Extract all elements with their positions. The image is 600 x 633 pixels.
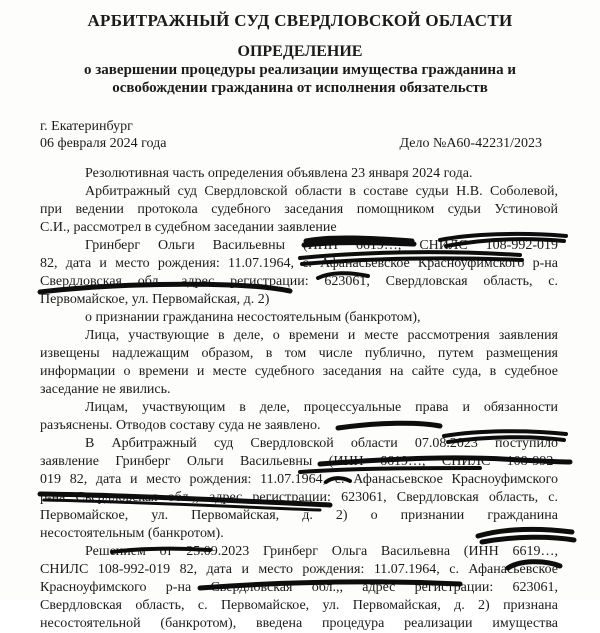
court-name: АРБИТРАЖНЫЙ СУД СВЕРДЛОВСКОЙ ОБЛАСТИ	[87, 11, 513, 30]
text-line: Свердловская область, с. Первомайское, ул. Первомайская, д. 2) признана	[40, 598, 558, 613]
text-line: Первомайское, ул. Первомайская, д. 2) о признании гражданина	[40, 508, 558, 523]
text-line: заседание не явились.	[40, 382, 171, 397]
text-line: 82, дата и место рождения: 11.07.1964, с. Афанасьевское Красноуфимского р-на	[40, 256, 558, 271]
case-number: Дело №А60-42231/2023	[399, 136, 542, 151]
text-line: заявление Гринберг Ольги Васильевны (ИНН 6619…, СНИЛС 108-992-	[40, 454, 558, 469]
text-line: р-на Свердловская обл.,, адрес регистрации: 623061, Свердловская область, с.	[40, 490, 558, 505]
text-line: Арбитражный суд Свердловской области в составе судьи Н.В. Соболевой,	[85, 184, 558, 199]
document-subject	[60, 61, 540, 97]
text-line: Первомайское, ул. Первомайская, д. 2)	[40, 292, 270, 307]
document-body	[40, 165, 558, 633]
text-line: С.И., рассмотрел в судебном заседании заявление	[40, 220, 337, 235]
text-line: информации о времени и месте судебного заседания на сайте суда, в судебное	[40, 364, 558, 379]
text-line: Красноуфимского р-на Свердловская обл.,, адрес регистрации: 623061,	[40, 580, 558, 595]
text-line: при ведении протокола судебного заседания помощником судьи Устиновой	[40, 202, 558, 217]
text-line: Лицам, участвующим в деле, процессуальные права и обязанности	[85, 400, 558, 415]
text-line: 019 82, дата и место рождения: 11.07.1964, с. Афанасьевское Красноуфимского	[40, 472, 558, 487]
text-line: Свердловская обл., адрес регистрации: 623061, Свердловская область, с.	[40, 274, 558, 289]
text-line: несостоятельным (банкротом).	[40, 526, 224, 541]
text-line: Резолютивная часть определения объявлена 23 января 2024 года.	[85, 166, 473, 181]
text-line: Лица, участвующие в деле, о времени и месте рассмотрения заявления	[85, 328, 558, 343]
text-line: несостоятельной (банкротом), введена процедура реализации имущества	[40, 616, 558, 631]
subject-line: освобождении гражданина от исполнения обязательств	[112, 80, 488, 96]
text-line: Решением от 25.09.2023 Гринберг Ольга Васильевна (ИНН 6619…,	[85, 544, 558, 559]
text-line: Гринберг Ольги Васильевны (ИНН 6619…, СНИЛС 108-992-019	[85, 238, 558, 253]
city: г. Екатеринбург	[40, 119, 133, 134]
text-line: СНИЛС 108-992-019 82, дата и место рождения: 11.07.1964, с. Афанасьевское	[40, 562, 558, 577]
document-type: ОПРЕДЕЛЕНИЕ	[237, 43, 363, 60]
text-line: о признании гражданина несостоятельным (банкротом),	[85, 310, 421, 325]
text-line: разъяснены. Отводов составу суда не заявлено.	[40, 418, 321, 433]
text-line: В Арбитражный суд Свердловской области 07.08.2023 поступило	[85, 436, 558, 451]
subject-line: о завершении процедуры реализации имущества гражданина и	[84, 62, 516, 78]
text-line: извещены надлежащим образом, в том числе публично, путем размещения	[40, 346, 558, 361]
document-date: 06 февраля 2024 года	[40, 136, 167, 151]
